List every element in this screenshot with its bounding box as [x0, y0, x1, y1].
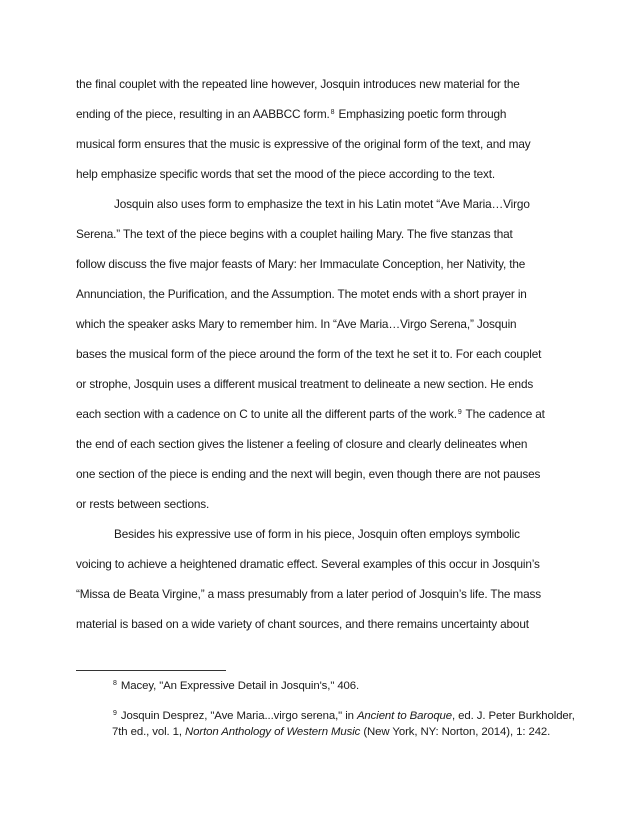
body-line: voicing to achieve a heightened dramatic effect. Several examples of this occur in Josquin’s	[76, 557, 540, 571]
body-line: help emphasize specific words that set the mood of the piece according to the text.	[76, 167, 496, 181]
footnote-8: $^8$ Macey, "An Expressive Detail in Josquin's," 406.	[113, 680, 360, 692]
footnote-9: $^9$ Josquin Desprez, "Ave Maria...virgo serena," in Ancient to Baroque, ed. J. Peter Burkholder, 7th ed., vol. 1, Norton Anthology of Western Music (New York, NY: Norton, 2014), 1: 242.	[112, 710, 575, 738]
body-line: material is based on a wide variety of chant sources, and there remains uncertainty about	[76, 617, 529, 631]
footnote-separator	[76, 670, 226, 671]
body-line: follow discuss the five major feasts of Mary: her Immaculate Conception, her Nativity, the	[76, 257, 526, 271]
book-title: Ancient to Baroque	[356, 710, 453, 722]
body-line: Annunciation, the Purification, and the Assumption. The motet ends with a short prayer in	[76, 287, 527, 301]
body-line: one section of the piece is ending and the next will begin, even though there are not pauses	[76, 467, 541, 481]
body-line: “Missa de Beata Virgine,” a mass presumably from a later period of Josquin’s life. The mass	[76, 587, 541, 601]
anthology-title: Norton Anthology of Western Music	[185, 726, 361, 738]
body-line: which the speaker asks Mary to remember him. In “Ave Maria…Virgo Serena,” Josquin	[76, 317, 517, 331]
body-line: the end of each section gives the listener a feeling of closure and clearly delineates when	[76, 437, 528, 451]
body-line: or rests between sections.	[76, 497, 210, 511]
body-line: the final couplet with the repeated line however, Josquin introduces new material for the	[76, 77, 520, 91]
body-line: or strophe, Josquin uses a different musical treatment to delineate a new section. He ends	[76, 377, 534, 391]
footnote-number: 8	[113, 680, 117, 687]
body-line: bases the musical form of the piece around the form of the text he set it to. For each couplet	[76, 347, 542, 361]
body-line: each section with a cadence on C to unite all the different parts of the work.$^9$ The cadence at	[76, 407, 545, 421]
footnote-number: 9	[113, 710, 117, 717]
body-line: ending of the piece, resulting in an AABBCC form.$^8$ Emphasizing poetic form through	[76, 107, 507, 121]
body-line: Besides his expressive use of form in his piece, Josquin often employs symbolic	[114, 527, 520, 541]
body-line: Josquin also uses form to emphasize the text in his Latin motet “Ave Maria…Virgo	[114, 197, 530, 211]
body-line: musical form ensures that the music is expressive of the original form of the text, and may	[76, 137, 531, 151]
footnote-ref-8[interactable]: 8	[330, 109, 335, 116]
footnote-ref-9[interactable]: 9	[457, 409, 462, 416]
body-line: Serena.” The text of the piece begins with a couplet hailing Mary. The five stanzas that	[76, 227, 513, 241]
